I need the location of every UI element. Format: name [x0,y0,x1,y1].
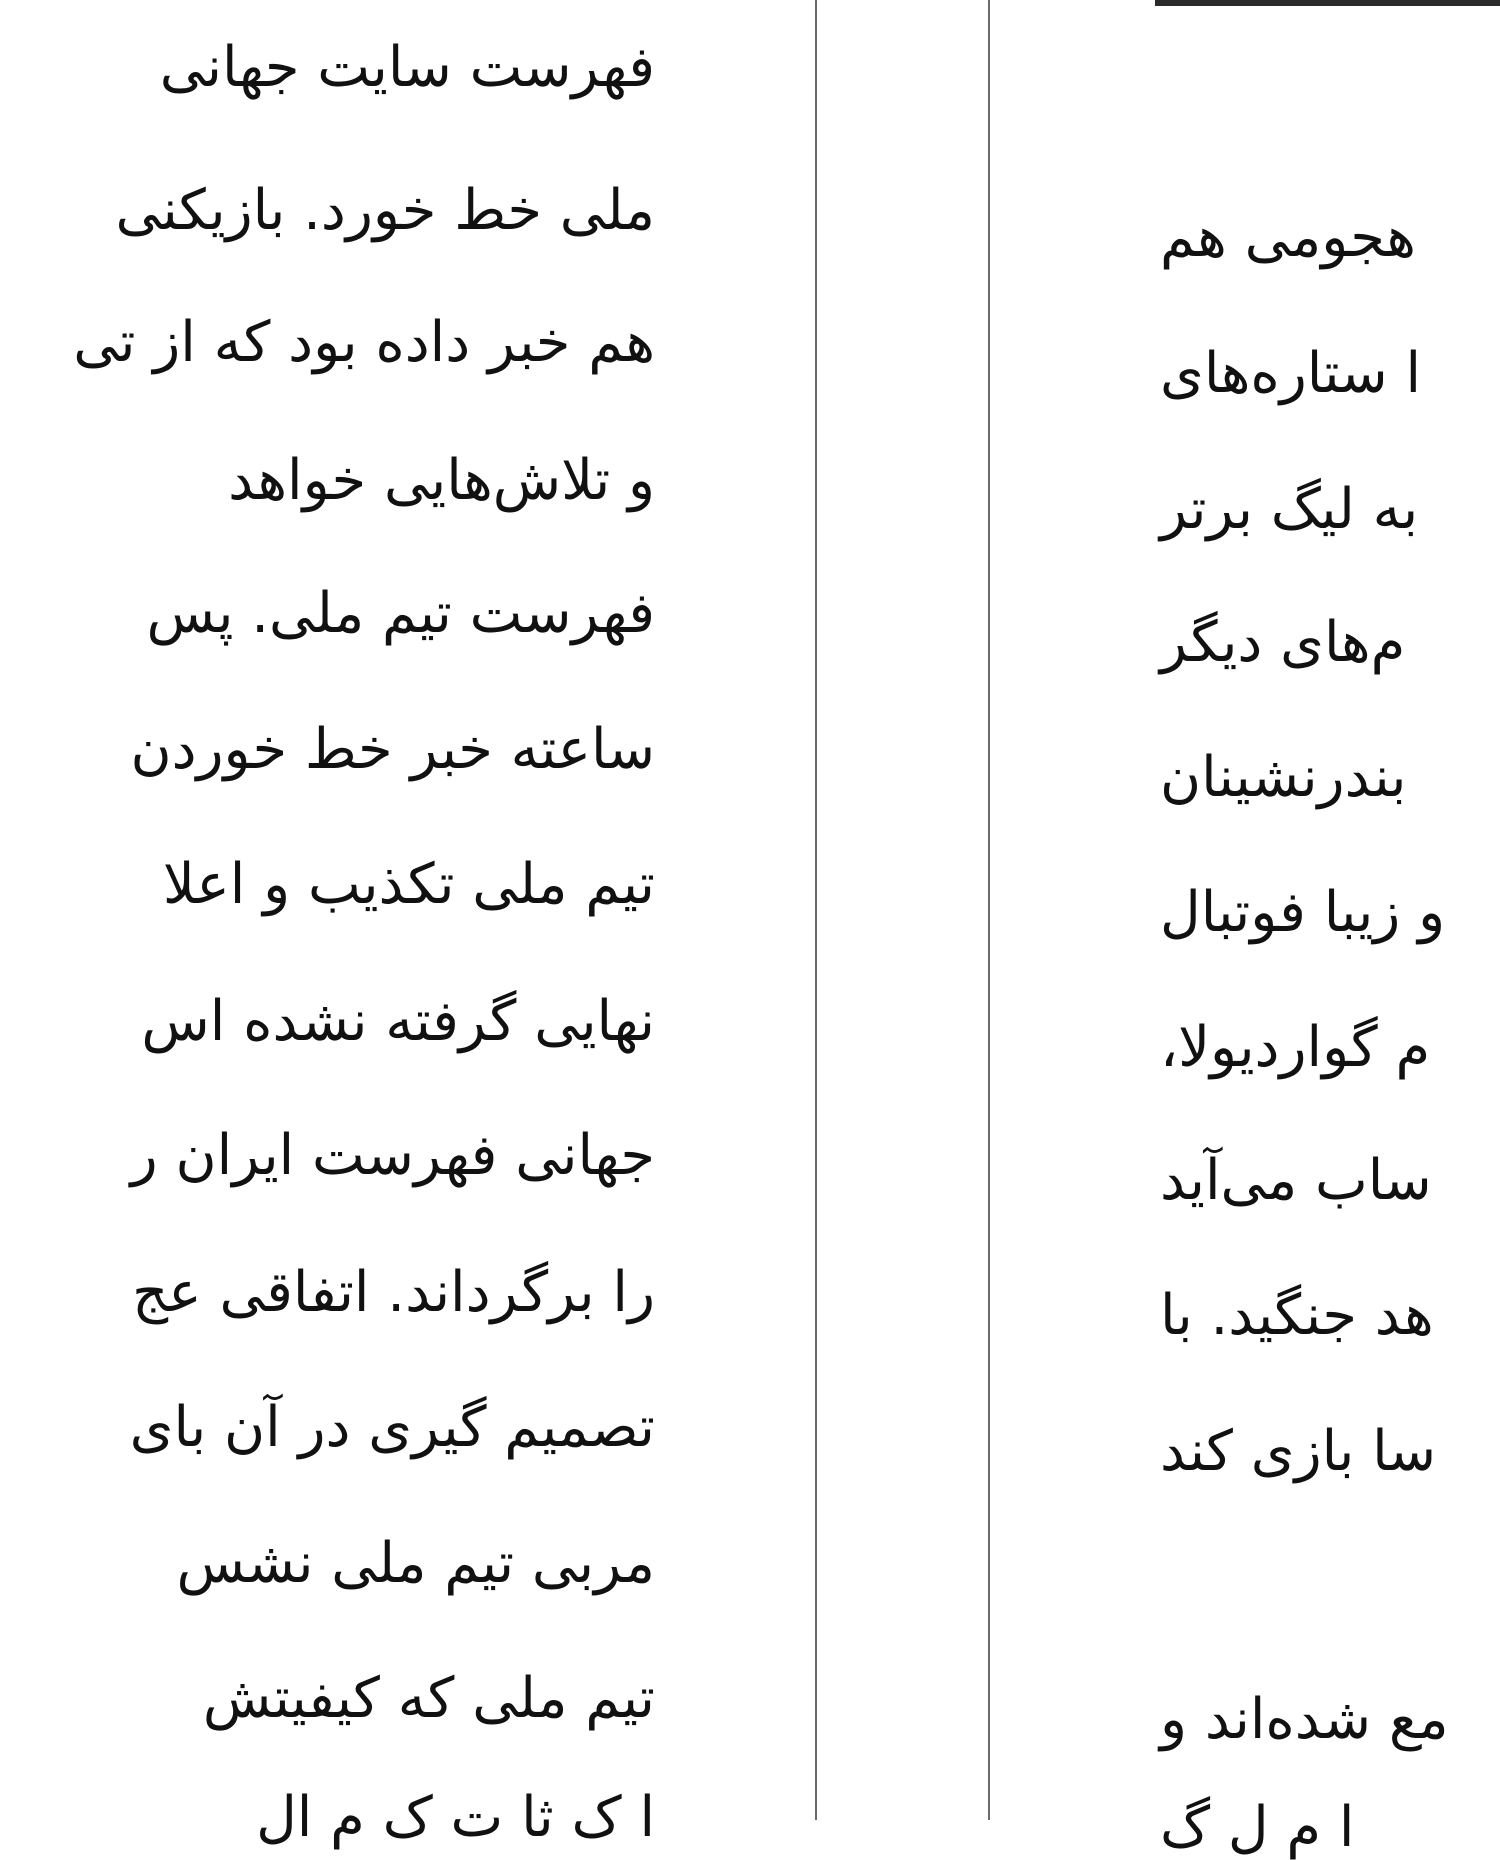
article-column-left [0,0,655,1850]
column-divider [815,0,817,1820]
text-line: هجومی هم [1160,205,1416,270]
text-line: هد جنگید. با [1160,1283,1434,1348]
text-line: سا بازی کند [1160,1419,1437,1484]
text-line: ا م ل گ [1160,1795,1355,1860]
column-divider [988,0,990,1820]
text-line: بندرنشینان [1160,745,1407,810]
text-line: نهایی گرفته نشده اس [141,989,655,1054]
text-line: ا ستاره‌های [1160,341,1422,406]
text-line: را برگرداند. اتفاقی عج [132,1260,655,1325]
text-line: تیم ملی که کیفیتش [202,1666,655,1731]
text-line: و زیبا فوتبال [1160,880,1446,945]
text-line: ساب می‌آید [1160,1148,1432,1213]
text-line: تصمیم گیری در آن بای [129,1395,655,1460]
text-line: ساعته خبر خط خوردن [130,717,655,782]
text-line: به لیگ برتر [1160,477,1419,542]
text-line: تیم ملی تکذیب و اعلا [162,852,655,917]
text-line: م گواردیولا، [1160,1015,1431,1080]
text-line: فهرست تیم ملی. پس [146,581,655,646]
text-line: و تلاش‌هایی خواهد [228,448,655,513]
text-line: ا ک ثا ت ک م ال [256,1785,655,1850]
text-line: مع شده‌اند و [1160,1687,1449,1752]
text-line: فهرست سایت جهانی [159,35,655,100]
text-line: ملی خط خورد. بازیکنی [115,178,655,243]
text-line: مربی تیم ملی نشس [176,1531,655,1596]
text-line: م‌های دیگر [1160,610,1406,675]
article-column-right [1160,0,1500,1860]
text-line: هم خبر داده بود که از تی [73,310,655,375]
text-line: جهانی فهرست ایران ر [130,1123,655,1188]
